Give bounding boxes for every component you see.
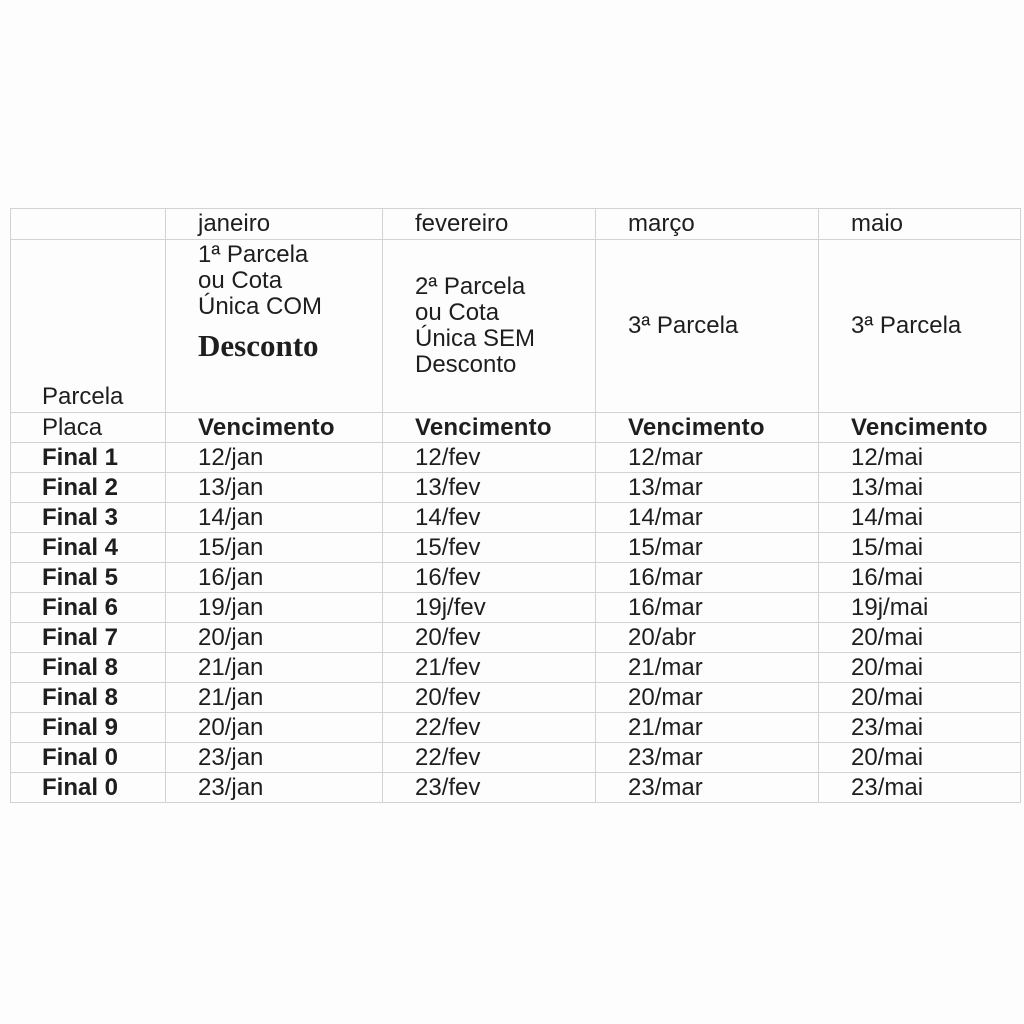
vencimento-label-3: Vencimento bbox=[596, 413, 819, 443]
table-row bbox=[11, 713, 1021, 743]
due-date-cell: 20/fev bbox=[383, 623, 596, 653]
placa-final-cell: Final 3 bbox=[11, 503, 166, 533]
vencimento-label-1: Vencimento bbox=[166, 413, 383, 443]
due-date-cell: 12/mai bbox=[819, 443, 1021, 473]
parcela-1-line-2: ou Cota bbox=[198, 267, 283, 294]
due-date-cell: 21/jan bbox=[166, 653, 383, 683]
parcela-1-desconto: Desconto bbox=[198, 328, 319, 363]
due-date-cell: 14/mar bbox=[596, 503, 819, 533]
due-date-cell: 23/mai bbox=[819, 773, 1021, 803]
month-header-maio: maio bbox=[819, 209, 1021, 240]
month-header-row bbox=[11, 209, 1021, 240]
due-date-cell: 20/mai bbox=[819, 623, 1021, 653]
due-date-cell: 19/jan bbox=[166, 593, 383, 623]
due-date-cell: 16/fev bbox=[383, 563, 596, 593]
due-date-cell: 20/mai bbox=[819, 743, 1021, 773]
due-date-cell: 14/fev bbox=[383, 503, 596, 533]
month-header-janeiro: janeiro bbox=[166, 209, 383, 240]
placa-label: Placa bbox=[11, 413, 166, 443]
parcela-2-cell bbox=[383, 240, 596, 413]
due-date-cell: 16/mar bbox=[596, 593, 819, 623]
placa-final-cell: Final 2 bbox=[11, 473, 166, 503]
due-date-cell: 15/jan bbox=[166, 533, 383, 563]
parcela-2-line-2: ou Cota bbox=[415, 299, 500, 326]
month-header-marco: março bbox=[596, 209, 819, 240]
due-date-cell: 20/jan bbox=[166, 713, 383, 743]
table-row bbox=[11, 773, 1021, 803]
parcela-3-marco-cell: 3ª Parcela bbox=[596, 240, 819, 413]
table-row bbox=[11, 503, 1021, 533]
table-row bbox=[11, 593, 1021, 623]
due-date-cell: 16/mar bbox=[596, 563, 819, 593]
placa-final-cell: Final 8 bbox=[11, 683, 166, 713]
parcela-2-line-4: Desconto bbox=[415, 351, 517, 378]
due-date-cell: 23/mar bbox=[596, 773, 819, 803]
placa-final-cell: Final 5 bbox=[11, 563, 166, 593]
parcela-1-line-1: 1ª Parcela bbox=[198, 241, 309, 268]
due-date-cell: 23/jan bbox=[166, 743, 383, 773]
placa-final-cell: Final 8 bbox=[11, 653, 166, 683]
parcela-1-line-3: Única COM bbox=[198, 293, 323, 320]
parcela-2-line-1: 2ª Parcela bbox=[415, 273, 526, 300]
table-row bbox=[11, 443, 1021, 473]
parcela-3-maio-cell: 3ª Parcela bbox=[819, 240, 1021, 413]
due-date-cell: 21/fev bbox=[383, 653, 596, 683]
due-date-cell: 13/fev bbox=[383, 473, 596, 503]
due-date-cell: 13/mai bbox=[819, 473, 1021, 503]
table-row bbox=[11, 653, 1021, 683]
table-row bbox=[11, 533, 1021, 563]
due-date-cell: 21/jan bbox=[166, 683, 383, 713]
due-date-cell: 22/fev bbox=[383, 713, 596, 743]
due-date-cell: 19j/fev bbox=[383, 593, 596, 623]
placa-final-cell: Final 9 bbox=[11, 713, 166, 743]
due-date-cell: 16/jan bbox=[166, 563, 383, 593]
due-date-cell: 20/abr bbox=[596, 623, 819, 653]
due-date-table bbox=[10, 208, 1021, 803]
due-date-cell: 12/fev bbox=[383, 443, 596, 473]
due-date-cell: 23/jan bbox=[166, 773, 383, 803]
placa-final-cell: Final 0 bbox=[11, 743, 166, 773]
table-row bbox=[11, 683, 1021, 713]
due-date-cell: 13/jan bbox=[166, 473, 383, 503]
table-row bbox=[11, 473, 1021, 503]
due-date-cell: 15/fev bbox=[383, 533, 596, 563]
due-date-cell: 12/jan bbox=[166, 443, 383, 473]
parcela-2-line-3: Única SEM bbox=[415, 325, 536, 352]
due-date-cell: 20/fev bbox=[383, 683, 596, 713]
due-date-cell: 12/mar bbox=[596, 443, 819, 473]
parcela-1-cell bbox=[166, 240, 383, 413]
due-date-cell: 21/mar bbox=[596, 653, 819, 683]
due-date-cell: 14/mai bbox=[819, 503, 1021, 533]
placa-final-cell: Final 6 bbox=[11, 593, 166, 623]
placa-final-cell: Final 4 bbox=[11, 533, 166, 563]
due-date-cell: 15/mai bbox=[819, 533, 1021, 563]
due-date-cell: 23/fev bbox=[383, 773, 596, 803]
due-date-cell: 20/jan bbox=[166, 623, 383, 653]
parcela-row bbox=[11, 240, 1021, 413]
table-row bbox=[11, 563, 1021, 593]
due-date-cell: 14/jan bbox=[166, 503, 383, 533]
due-date-cell: 23/mai bbox=[819, 713, 1021, 743]
parcela-row-label: Parcela bbox=[11, 240, 166, 413]
placa-final-cell: Final 0 bbox=[11, 773, 166, 803]
placa-final-cell: Final 7 bbox=[11, 623, 166, 653]
due-date-cell: 23/mar bbox=[596, 743, 819, 773]
vencimento-header-row bbox=[11, 413, 1021, 443]
vencimento-label-4: Vencimento bbox=[819, 413, 1021, 443]
due-date-cell: 20/mai bbox=[819, 683, 1021, 713]
table-row bbox=[11, 743, 1021, 773]
due-date-cell: 20/mai bbox=[819, 653, 1021, 683]
due-date-cell: 15/mar bbox=[596, 533, 819, 563]
month-header-fevereiro: fevereiro bbox=[383, 209, 596, 240]
vencimento-label-2: Vencimento bbox=[383, 413, 596, 443]
table-row bbox=[11, 623, 1021, 653]
due-date-cell: 21/mar bbox=[596, 713, 819, 743]
due-date-cell: 22/fev bbox=[383, 743, 596, 773]
due-date-cell: 19j/mai bbox=[819, 593, 1021, 623]
due-date-cell: 13/mar bbox=[596, 473, 819, 503]
due-date-cell: 16/mai bbox=[819, 563, 1021, 593]
due-date-cell: 20/mar bbox=[596, 683, 819, 713]
corner-cell bbox=[11, 209, 166, 240]
placa-final-cell: Final 1 bbox=[11, 443, 166, 473]
